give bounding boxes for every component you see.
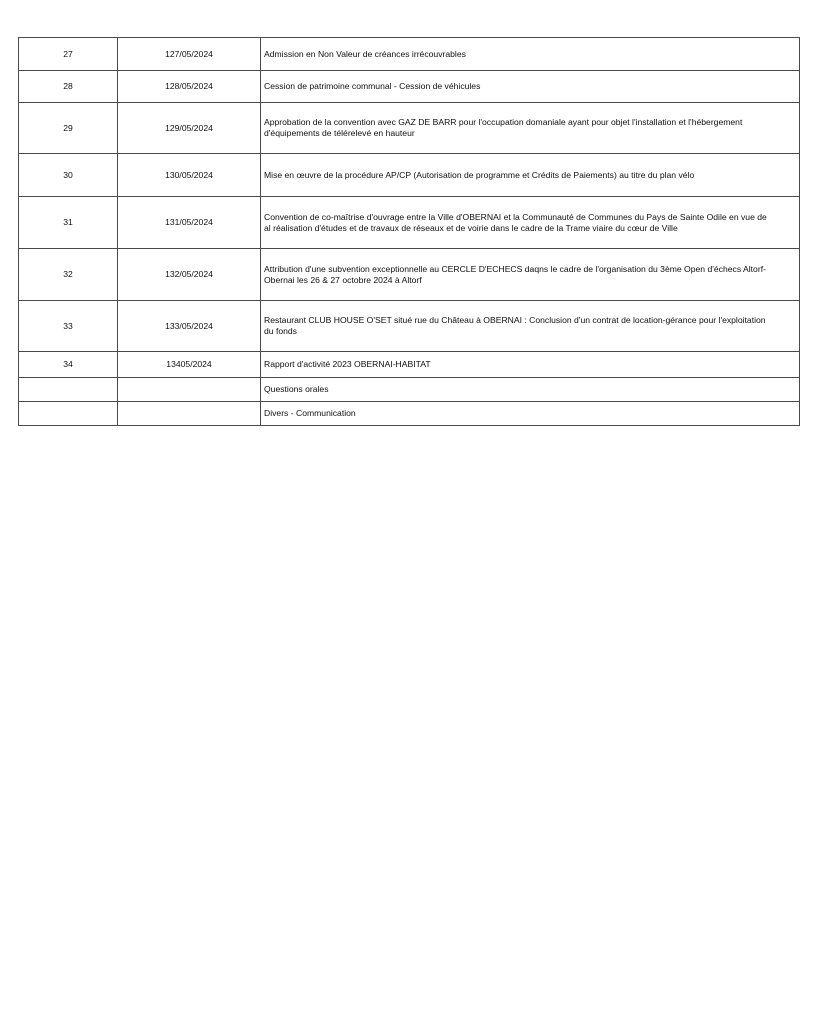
object-text: Divers - Communication [264,408,356,418]
row-number-cell: 27 [19,38,118,71]
object-cell [261,71,800,103]
deliberation-ref-cell: 130/05/2024 [118,154,261,197]
object-text: Convention de co-maîtrise d'ouvrage entre la Ville d'OBERNAI et la Communauté de Communes du Pays de Sainte Odile en vue de al réalisation d'études et de travaux de réseaux et de voirie dans le cadre de la Trame viaire du cœur de Ville [264,211,767,233]
table-row [19,103,800,154]
table-row [19,378,800,402]
object-cell [261,378,800,402]
row-number-cell: 34 [19,352,118,378]
row-number-cell [19,378,118,402]
object-text: Mise en œuvre de la procédure AP/CP (Autorisation de programme et Crédits de Paiements) au titre du plan vélo [264,169,695,180]
object-cell [261,197,800,249]
deliberation-ref-cell: 132/05/2024 [118,249,261,301]
agenda-table [18,37,800,426]
deliberation-ref-cell: 128/05/2024 [118,71,261,103]
deliberation-ref-cell: 13405/2024 [118,352,261,378]
row-number-cell: 30 [19,154,118,197]
object-text: Questions orales [264,384,329,394]
table-row [19,154,800,197]
object-cell [261,103,800,154]
agenda-page [18,37,800,426]
row-number-cell: 32 [19,249,118,301]
deliberation-ref-cell: 129/05/2024 [118,103,261,154]
table-row [19,71,800,103]
table-row [19,38,800,71]
object-cell [261,38,800,71]
row-number-cell: 29 [19,103,118,154]
row-number-cell: 28 [19,71,118,103]
object-text: Restaurant CLUB HOUSE O'SET situé rue du Château à OBERNAI : Conclusion d'un contrat de location-gérance pour l'exploitation du fonds [264,315,766,336]
row-number-cell: 33 [19,301,118,352]
table-row [19,249,800,301]
object-text: Approbation de la convention avec GAZ DE BARR pour l'occupation domaniale ayant pour objet l'installation et l'hébergement d'équipements de télérelevé en hauteur [264,117,743,138]
table-row [19,197,800,249]
table-row [19,301,800,352]
object-cell [261,154,800,197]
object-text: Admission en Non Valeur de créances irrécouvrables [264,48,466,59]
table-row [19,402,800,426]
deliberation-ref-cell: 127/05/2024 [118,38,261,71]
deliberation-ref-cell [118,402,261,426]
object-cell [261,352,800,378]
object-cell [261,249,800,301]
object-cell [261,402,800,426]
row-number-cell: 31 [19,197,118,249]
table-row [19,352,800,378]
object-cell [261,301,800,352]
row-number-cell [19,402,118,426]
deliberation-ref-cell: 131/05/2024 [118,197,261,249]
object-text: Cession de patrimoine communal - Cession de véhicules [264,81,481,91]
object-text: Rapport d'activité 2023 OBERNAI-HABITAT [264,359,431,369]
deliberation-ref-cell: 133/05/2024 [118,301,261,352]
deliberation-ref-cell [118,378,261,402]
object-text: Attribution d'une subvention exceptionnelle au CERCLE D'ECHECS daqns le cadre de l'organisation du 3ème Open d'échecs Altorf- Obernai les 26 & 27 octobre 2024 à Altorf [264,263,766,285]
